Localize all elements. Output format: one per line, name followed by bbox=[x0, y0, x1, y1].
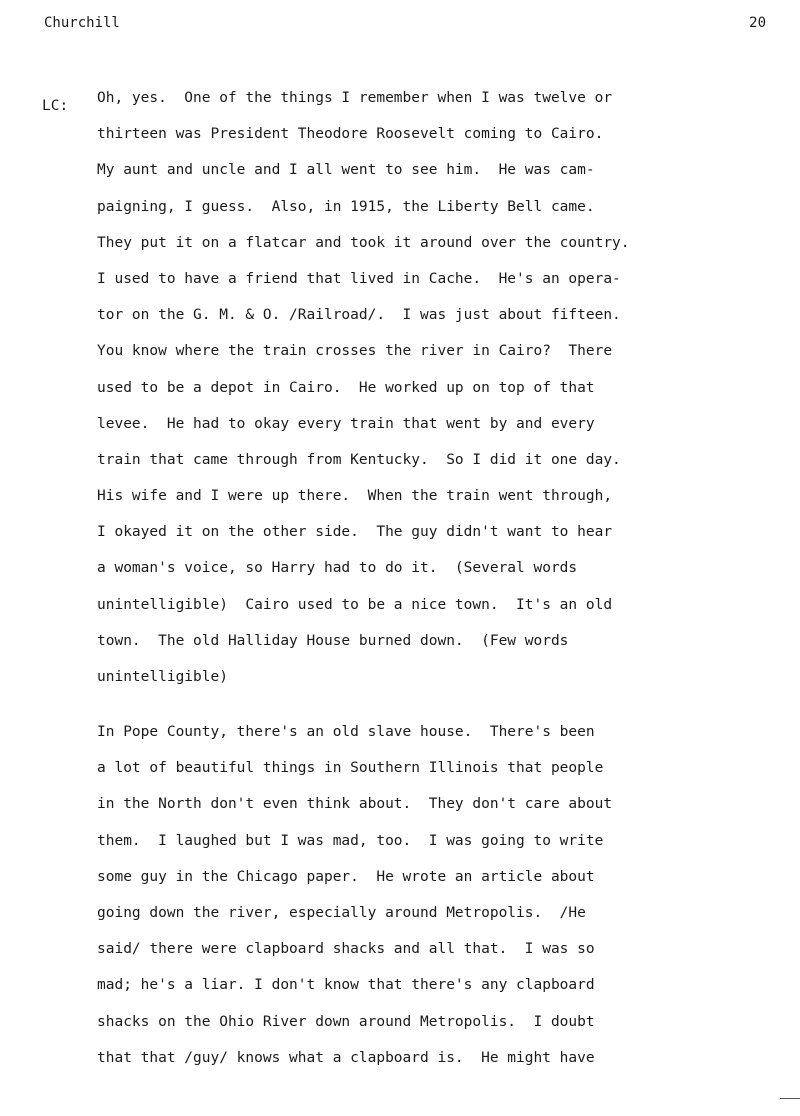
text-line: shacks on the Ohio River down around Metropolis. I doubt bbox=[97, 1013, 595, 1030]
text-line: levee. He had to okay every train that went by and every bbox=[97, 415, 595, 432]
text-line: used to be a depot in Cairo. He worked up on top of that bbox=[97, 379, 595, 396]
text-line: them. I laughed but I was mad, too. I was going to write bbox=[97, 832, 604, 849]
text-line: In Pope County, there's an old slave house. There's been bbox=[97, 724, 595, 740]
text-line: unintelligible) Cairo used to be a nice town. It's an old bbox=[97, 596, 613, 613]
text-line: tor on the G. M. & O. /Railroad/. I was just about fifteen. bbox=[97, 307, 621, 324]
text-line: My aunt and uncle and I all went to see him. He was cam- bbox=[97, 162, 595, 179]
speaker-label: LC: bbox=[42, 98, 69, 114]
text-line: Oh, yes. One of the things I remember when I was twelve or bbox=[97, 90, 613, 106]
text-line: train that came through from Kentucky. So I did it one day. bbox=[97, 451, 621, 468]
text-line: some guy in the Chicago paper. He wrote an article about bbox=[97, 868, 595, 885]
page-edge-mark bbox=[780, 1098, 800, 1099]
text-line: unintelligible) bbox=[97, 669, 228, 685]
text-line: They put it on a flatcar and took it around over the country. bbox=[97, 234, 630, 251]
paragraph-1 bbox=[97, 80, 787, 695]
text-line: I used to have a friend that lived in Cache. He's an opera- bbox=[97, 270, 621, 287]
text-line: I okayed it on the other side. The guy didn't want to hear bbox=[97, 524, 613, 541]
text-line: mad; he's a liar. I don't know that there's any clapboard bbox=[97, 977, 595, 994]
text-line: said/ there were clapboard shacks and all that. I was so bbox=[97, 941, 595, 958]
text-line: in the North don't even think about. They don't care about bbox=[97, 796, 613, 813]
text-line: His wife and I were up there. When the train went through, bbox=[97, 488, 613, 505]
text-line: a woman's voice, so Harry had to do it. (Several words bbox=[97, 560, 578, 577]
text-line: town. The old Halliday House burned down. (Few words bbox=[97, 632, 569, 649]
paragraph-2 bbox=[97, 714, 787, 1076]
text-line: You know where the train crosses the river in Cairo? There bbox=[97, 343, 613, 360]
text-line: paigning, I guess. Also, in 1915, the Liberty Bell came. bbox=[97, 198, 595, 215]
running-header-name: Churchill bbox=[44, 15, 120, 31]
text-line: a lot of beautiful things in Southern Illinois that people bbox=[97, 760, 604, 777]
text-line: thirteen was President Theodore Roosevelt coming to Cairo. bbox=[97, 126, 604, 143]
page-number: 20 bbox=[749, 15, 766, 31]
text-line: that that /guy/ knows what a clapboard is. He might have bbox=[97, 1049, 595, 1066]
text-line: going down the river, especially around Metropolis. /He bbox=[97, 904, 586, 921]
